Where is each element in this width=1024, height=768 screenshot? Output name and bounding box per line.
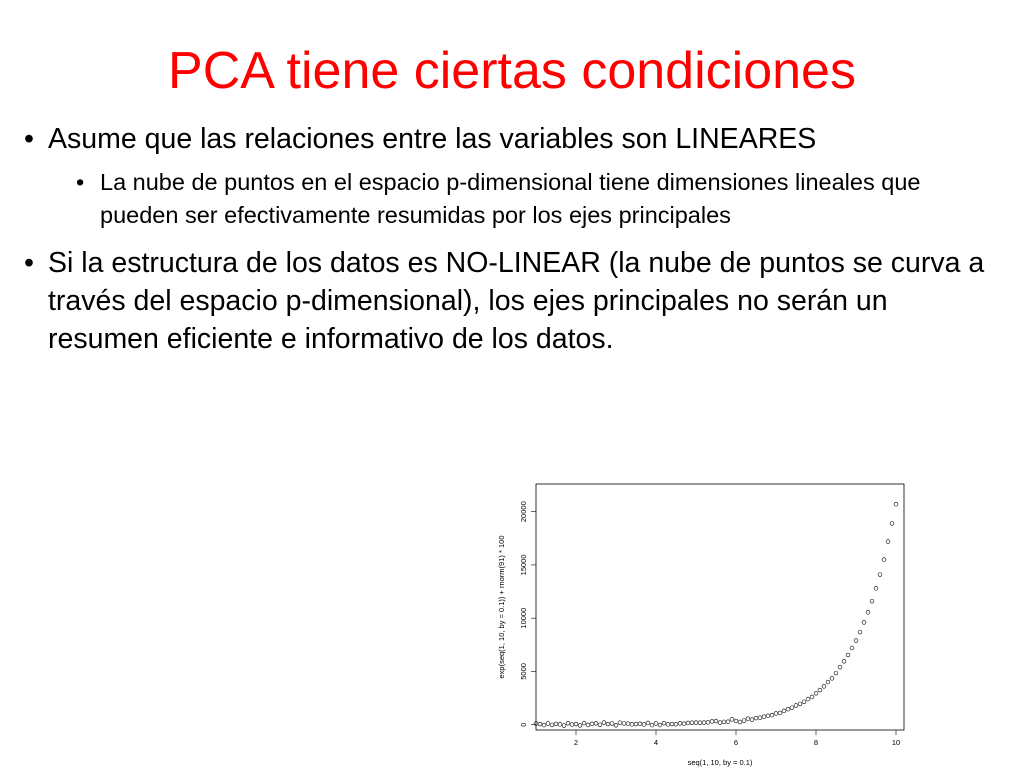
data-point <box>726 720 730 724</box>
data-point <box>674 722 678 726</box>
data-point <box>654 722 658 726</box>
bullet-dot-icon: • <box>76 169 85 195</box>
data-point <box>630 722 634 726</box>
bullet-dot-icon: • <box>24 247 34 279</box>
data-point <box>694 721 698 725</box>
data-point <box>806 697 810 701</box>
data-point <box>606 722 610 726</box>
data-point <box>602 721 606 725</box>
data-point <box>626 722 630 726</box>
data-point <box>558 722 562 726</box>
data-point <box>642 723 646 727</box>
data-point <box>698 721 702 725</box>
data-point <box>710 720 714 724</box>
data-point <box>870 599 874 603</box>
data-point <box>830 676 834 680</box>
data-point <box>770 713 774 717</box>
data-point <box>790 706 794 710</box>
data-point <box>706 720 710 724</box>
data-point <box>774 712 778 716</box>
data-point <box>846 653 850 657</box>
x-axis <box>574 730 900 747</box>
bullet-text-2: Si la estructura de los datos es NO-LINEAR (la nube de puntos se curva a través del espacio p-dimensional), los ejes principales no serán un resumen eficiente e informativo de los datos. <box>48 247 985 355</box>
data-point <box>866 610 870 614</box>
y-tick-label: 20000 <box>519 501 528 523</box>
data-point <box>562 724 566 728</box>
data-point <box>682 722 686 726</box>
data-point <box>718 721 722 725</box>
data-point <box>826 680 830 684</box>
data-point <box>730 717 734 721</box>
data-point <box>758 716 762 720</box>
data-point <box>714 719 718 723</box>
data-point <box>822 684 826 688</box>
data-point <box>754 716 758 720</box>
data-point <box>742 719 746 723</box>
data-point <box>878 573 882 577</box>
x-axis-label: seq(1, 10, by = 0.1) <box>687 758 753 767</box>
data-point <box>782 709 786 713</box>
y-tick-label: 15000 <box>519 554 528 576</box>
data-point <box>702 721 706 725</box>
data-point <box>578 724 582 728</box>
data-point <box>750 718 754 722</box>
y-tick-label: 0 <box>519 722 528 727</box>
bullet-text-1: Asume que las relaciones entre las variables son LINEARES <box>48 123 817 155</box>
x-tick-label: 8 <box>813 738 819 747</box>
x-tick-label: 6 <box>733 738 739 747</box>
data-point <box>738 720 742 724</box>
data-point <box>658 723 662 727</box>
data-point <box>886 540 890 544</box>
bullet-dot-icon: • <box>24 123 34 155</box>
data-point <box>582 721 586 725</box>
data-point <box>670 722 674 726</box>
x-tick-label: 10 <box>891 738 901 747</box>
slide-title: PCA tiene ciertas condiciones <box>168 42 856 100</box>
x-tick-label: 2 <box>573 738 579 747</box>
y-tick-label: 10000 <box>519 607 528 629</box>
data-point <box>634 722 638 726</box>
data-point <box>622 722 626 726</box>
bullet-item-2 <box>22 244 1002 358</box>
data-point <box>590 722 594 726</box>
data-point <box>538 722 542 726</box>
data-point <box>862 621 866 625</box>
data-point <box>794 704 798 708</box>
data-point <box>762 715 766 719</box>
sub-bullet-text-1: La nube de puntos en el espacio p-dimensional tiene dimensiones lineales que pueden ser efectivamente resumidas por los ejes principales <box>100 169 921 228</box>
data-point <box>598 723 602 727</box>
data-point <box>610 722 614 726</box>
data-point <box>650 723 654 727</box>
data-point <box>858 630 862 634</box>
data-point <box>874 586 878 590</box>
data-point <box>890 522 894 526</box>
data-point <box>614 723 618 727</box>
y-tick-label: 5000 <box>519 663 528 680</box>
data-point <box>834 671 838 675</box>
data-point <box>570 723 574 727</box>
bullet-list <box>22 120 1002 358</box>
data-point <box>810 695 814 699</box>
data-point <box>686 721 690 725</box>
data-point <box>894 502 898 506</box>
y-axis-label: exp(seq(1, 10, by = 0.1)) + rnorm(91) * 100 <box>497 535 506 679</box>
data-point <box>542 723 546 727</box>
data-point <box>546 722 550 726</box>
data-point <box>814 691 818 695</box>
bullet-item-1 <box>22 120 1002 158</box>
data-point <box>778 711 782 715</box>
data-point <box>574 722 578 726</box>
data-point <box>842 659 846 663</box>
data-point <box>618 721 622 725</box>
data-point <box>586 723 590 727</box>
data-point <box>678 721 682 725</box>
data-point <box>662 721 666 725</box>
data-point <box>594 721 598 725</box>
data-point <box>766 714 770 718</box>
x-tick-label: 4 <box>653 738 659 747</box>
data-point <box>722 720 726 724</box>
data-point <box>838 665 842 669</box>
data-point <box>882 558 886 562</box>
data-point <box>638 722 642 726</box>
data-point <box>854 639 858 643</box>
data-point <box>566 721 570 725</box>
data-point <box>690 721 694 725</box>
data-point <box>554 722 558 726</box>
data-point <box>818 688 822 692</box>
data-points <box>534 502 898 727</box>
data-point <box>646 721 650 725</box>
data-point <box>550 723 554 727</box>
scatter-plot <box>494 478 910 768</box>
y-axis <box>519 501 536 727</box>
plot-frame <box>536 484 904 730</box>
data-point <box>734 719 738 723</box>
data-point <box>850 646 854 650</box>
data-point <box>666 722 670 726</box>
data-point <box>786 707 790 711</box>
data-point <box>798 702 802 706</box>
data-point <box>746 717 750 721</box>
data-point <box>802 700 806 704</box>
sub-bullet-item-1 <box>74 166 1002 232</box>
